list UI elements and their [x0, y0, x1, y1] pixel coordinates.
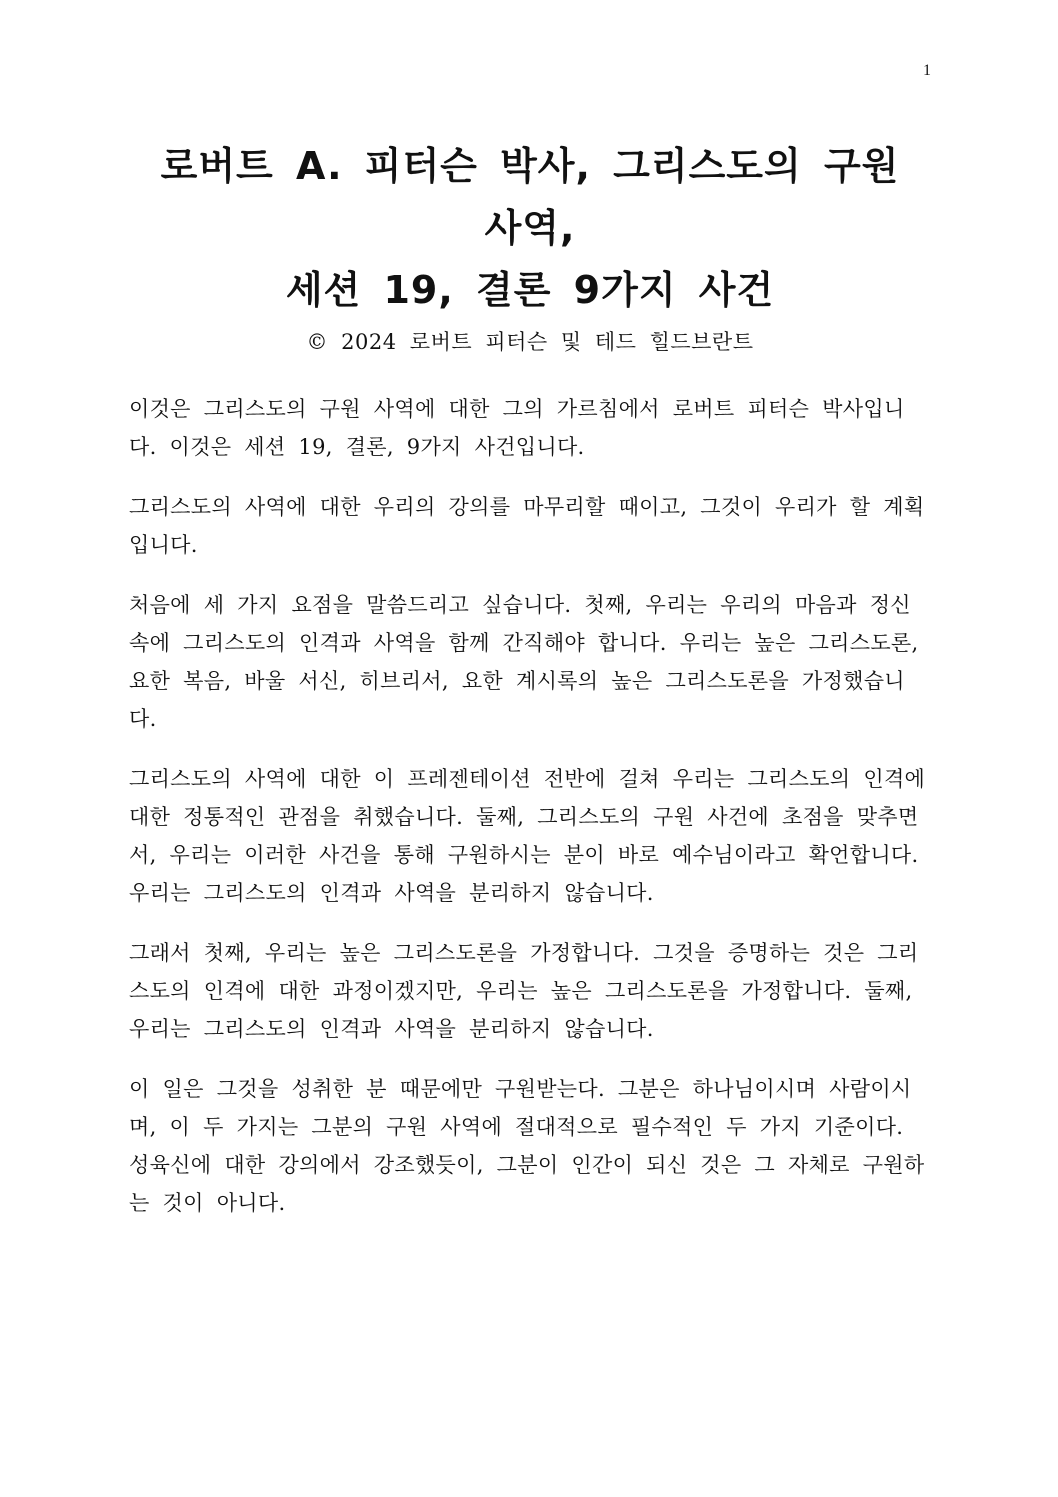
paragraph-3: 처음에 세 가지 요점을 말씀드리고 싶습니다. 첫째, 우리는 우리의 마음과 정신 속에 그리스도의 인격과 사역을 함께 간직해야 합니다. 우리는 높은 그리스도론, 요한 복음, 바울 서신, 히브리서, 요한 계시록의 높은 그리스도론을 가정했습니다.: [129, 593, 919, 731]
title-block: [130, 135, 930, 357]
document-title-line-3: 세션 19, 결론 9가지 사건: [285, 268, 775, 312]
paragraph-4: 그리스도의 사역에 대한 이 프레젠테이션 전반에 걸쳐 우리는 그리스도의 인격에 대한 정통적인 관점을 취했습니다. 둘째, 그리스도의 구원 사건에 초점을 맞추면서, 우리는 이러한 사건을 통해 구원하시는 분이 바로 예수님이라고 확언합니다. 우리는 그리스도의 인격과 사역을 분리하지 않습니다.: [129, 767, 926, 905]
paragraph-1: 이것은 그리스도의 구원 사역에 대한 그의 가르침에서 로버트 피터슨 박사입니다. 이것은 세션 19, 결론, 9가지 사건입니다.: [129, 397, 905, 459]
paragraph-2: 그리스도의 사역에 대한 우리의 강의를 마무리할 때이고, 그것이 우리가 할 계획입니다.: [129, 495, 925, 557]
paragraph-6: 이 일은 그것을 성취한 분 때문에만 구원받는다. 그분은 하나님이시며 사람이시며, 이 두 가지는 그분의 구원 사역에 절대적으로 필수적인 두 가지 기준이다. 성육신에 대한 강의에서 강조했듯이, 그분이 인간이 되신 것은 그 자체로 구원하는 것이 아니다.: [129, 1077, 925, 1215]
body-text: [129, 390, 929, 1244]
copyright-notice: © 2024 로버트 피터슨 및 테드 힐드브란트: [306, 330, 754, 354]
paragraph-5: 그래서 첫째, 우리는 높은 그리스도론을 가정합니다. 그것을 증명하는 것은 그리스도의 인격에 대한 과정이겠지만, 우리는 높은 그리스도론을 가정합니다. 둘째, 우리는 그리스도의 인격과 사역을 분리하지 않습니다.: [129, 941, 919, 1041]
document-title-line-2: 사역,: [484, 206, 576, 250]
page-number: 1: [923, 62, 931, 79]
document-title-line-1: 로버트 A. 피터슨 박사, 그리스도의 구원: [160, 144, 900, 188]
